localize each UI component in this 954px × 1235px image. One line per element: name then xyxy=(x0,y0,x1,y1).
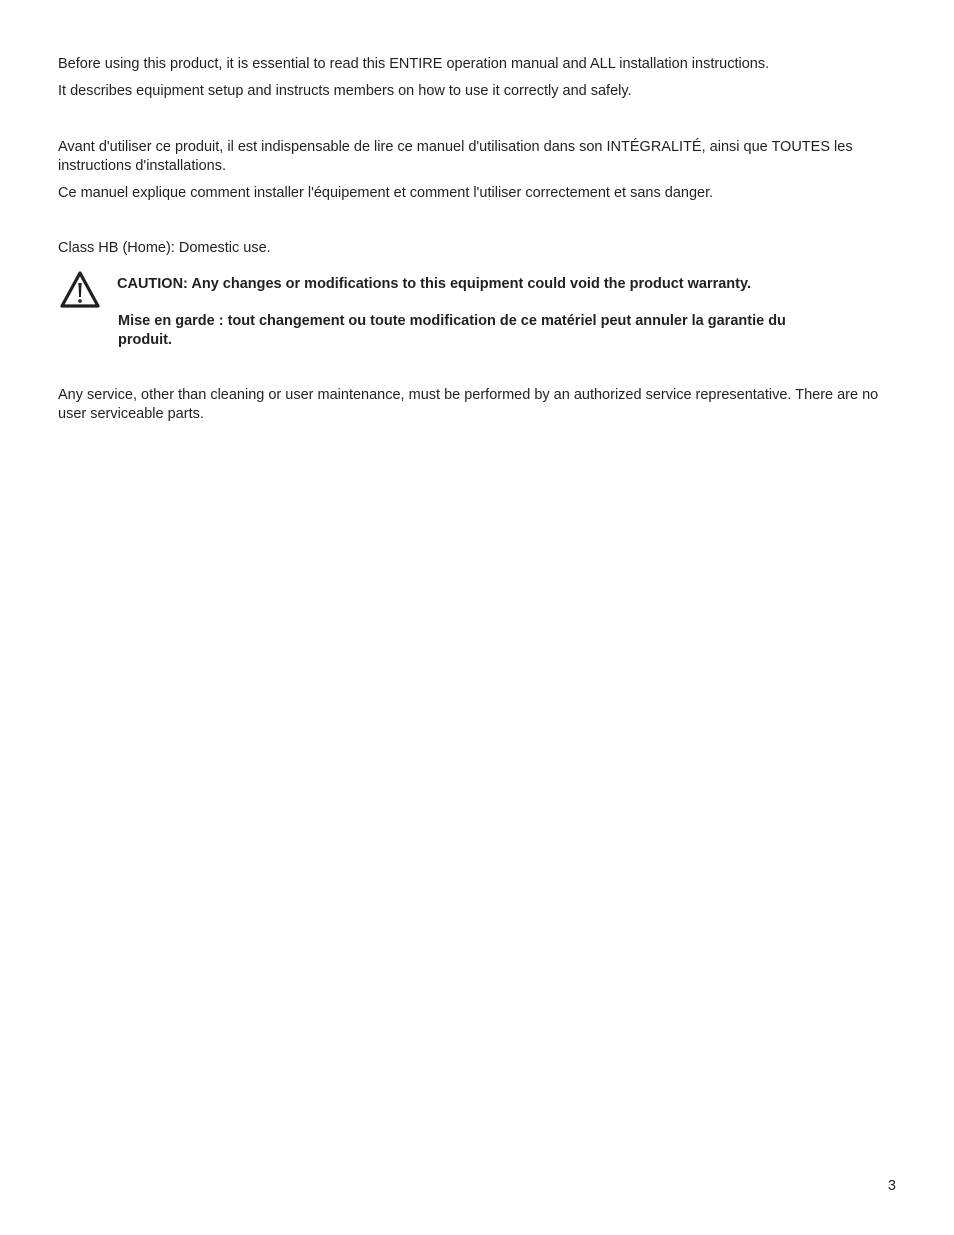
warning-triangle-icon xyxy=(59,270,101,310)
caution-text-en: CAUTION: Any changes or modifications to this equipment could void the product warranty. xyxy=(117,276,752,292)
intro-en-paragraph-1: Before using this product, it is essential to read this ENTIRE operation manual and ALL installation instructions. xyxy=(58,56,770,72)
service-notice: Any service, other than cleaning or user maintenance, must be performed by an authorized service representative. There are no user serviceable parts. xyxy=(58,387,879,422)
caution-text-fr: Mise en garde : tout changement ou toute modification de ce matériel peut annuler la garantie du produit. xyxy=(118,313,786,348)
page-number: 3 xyxy=(887,1178,896,1194)
intro-fr-paragraph-1: Avant d'utiliser ce produit, il est indispensable de lire ce manuel d'utilisation dans son INTÉGRALITÉ, ainsi que TOUTES les instructions d'installations. xyxy=(58,139,853,174)
intro-fr-paragraph-2: Ce manuel explique comment installer l'équipement et comment l'utiliser correctement et sans danger. xyxy=(58,185,714,201)
classification-text: Class HB (Home): Domestic use. xyxy=(58,240,271,256)
intro-en-paragraph-2: It describes equipment setup and instructs members on how to use it correctly and safely. xyxy=(58,83,632,99)
